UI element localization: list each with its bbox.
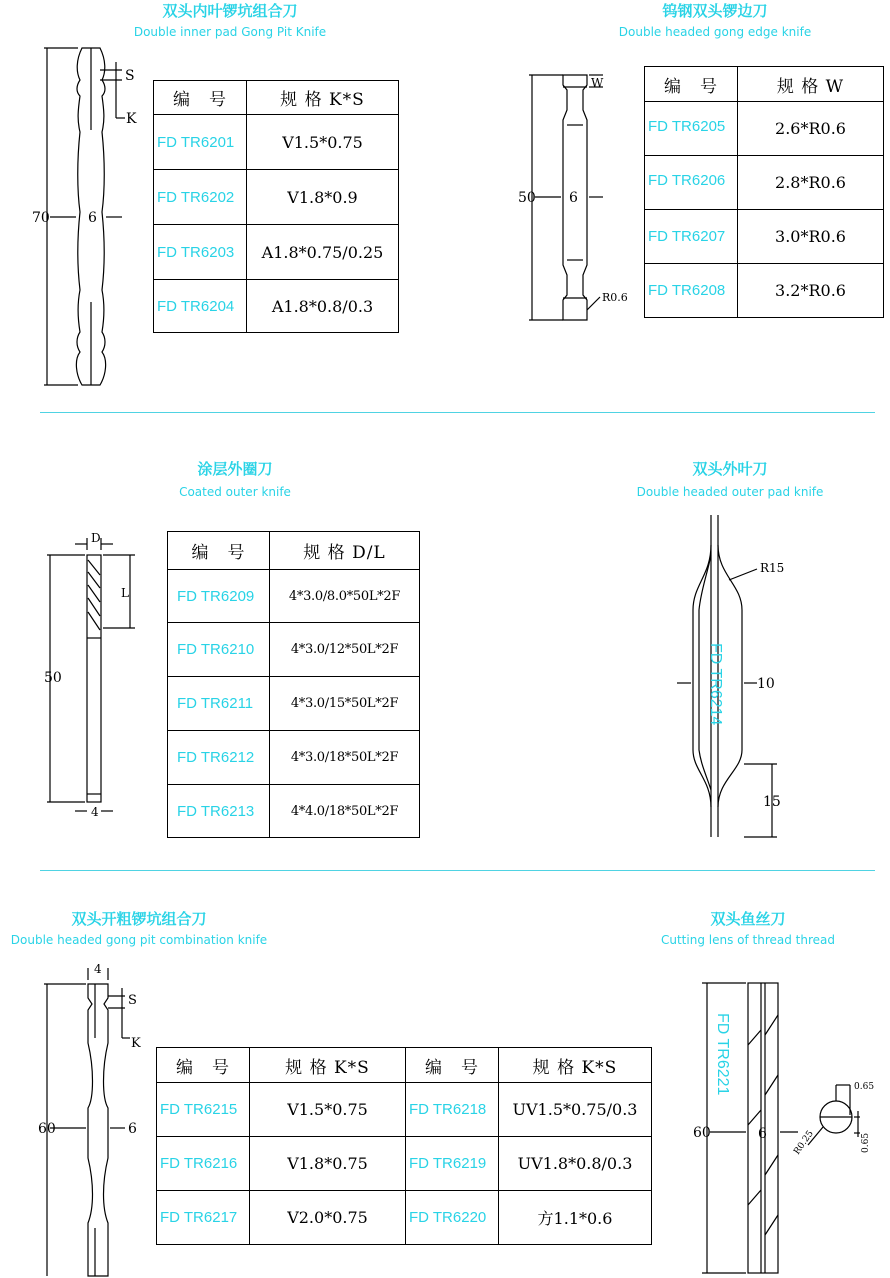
table-cell-code: FD TR6201 [154,115,247,170]
dim-width: 10 [757,676,775,692]
section2-spec-table [644,66,884,318]
dim-s: S [125,68,135,84]
table-cell-code: FD TR6208 [645,264,738,318]
dim-length: 60 [38,1121,56,1137]
table-cell-code: FD TR6207 [645,210,738,264]
column-header-code-2: 编 号 [406,1048,499,1083]
table-cell-code: FD TR6218 [406,1083,499,1137]
table-cell-spec: V1.5*0.75 [247,115,399,170]
dim-diameter: 6 [128,1121,137,1137]
table-cell-code: FD TR6209 [168,570,270,623]
dim-s: S [128,993,137,1008]
table-cell-spec: 方1.1*0.6 [499,1191,652,1245]
table-cell-code: FD TR6220 [406,1191,499,1245]
table-cell-code: FD TR6206 [645,156,738,210]
section1-drawing [30,40,150,390]
table-cell-spec: 3.2*R0.6 [738,264,884,318]
section-divider [40,412,875,413]
section3-title-en: Coated outer knife [179,485,291,499]
section5-spec-table [156,1047,652,1245]
dim-side-offset: 0.65 [861,1132,871,1153]
section1-spec-table [153,80,399,333]
section2-title-cn: 钨钢双头锣边刀 [662,2,768,20]
dim-k: K [126,111,137,127]
section-divider [40,870,875,871]
table-cell-spec: UV1.8*0.8/0.3 [499,1137,652,1191]
dim-diameter: 6 [758,1126,767,1142]
section4-drawing [665,515,805,840]
column-header-spec: 规 格 K*S [250,1048,406,1083]
section5-drawing [30,958,160,1278]
dim-length: 50 [518,190,536,206]
table-cell-spec: V1.5*0.75 [250,1083,406,1137]
section1-title-cn: 双头内叶锣坑组合刀 [162,2,298,20]
table-cell-code: FD TR6216 [157,1137,250,1191]
table-cell-spec: V1.8*0.75 [250,1137,406,1191]
section4-title-cn: 双头外叶刀 [692,460,768,478]
dim-height: 15 [763,794,781,810]
dim-radius: R0.6 [602,291,628,304]
table-cell-spec: 2.6*R0.6 [738,102,884,156]
section6-title-cn: 双头鱼丝刀 [710,910,786,928]
table-cell-spec: 4*4.0/18*50L*2F [270,785,420,838]
table-cell-code: FD TR6205 [645,102,738,156]
dim-k: K [131,1036,141,1051]
column-header-code: 编 号 [168,532,270,570]
table-cell-code: FD TR6202 [154,170,247,225]
table-cell-spec: 3.0*R0.6 [738,210,884,264]
dim-d: D [91,531,101,545]
table-cell-spec: 4*3.0/15*50L*2F [270,677,420,731]
table-cell-code: FD TR6219 [406,1137,499,1191]
table-cell-code: FD TR6217 [157,1191,250,1245]
table-cell-code: FD TR6213 [168,785,270,838]
product-code: FD TR6214 [707,643,724,726]
table-cell-code: FD TR6212 [168,731,270,785]
table-cell-spec: V2.0*0.75 [250,1191,406,1245]
section5-title-en: Double headed gong pit combination knife [10,933,268,947]
table-cell-spec: UV1.5*0.75/0.3 [499,1083,652,1137]
dim-diameter: 4 [91,805,99,819]
dim-top: 4 [94,962,102,976]
table-cell-spec: 2.8*R0.6 [738,156,884,210]
column-header-spec-2: 规 格 K*S [499,1048,652,1083]
dim-diameter: 6 [88,210,97,226]
dim-l: L [121,586,129,600]
table-cell-spec: 4*3.0/8.0*50L*2F [270,570,420,623]
product-code: FD TR6221 [714,1013,731,1096]
dim-radius: R0.25 [792,1129,816,1157]
table-cell-spec: V1.8*0.9 [247,170,399,225]
table-cell-spec: A1.8*0.75/0.25 [247,225,399,280]
dim-length: 70 [32,210,50,226]
column-header-code: 编 号 [645,67,738,102]
table-cell-code: FD TR6215 [157,1083,250,1137]
table-cell-spec: A1.8*0.8/0.3 [247,280,399,333]
section6-title-en: Cutting lens of thread thread [660,933,836,947]
dim-w: W [591,76,604,90]
section1-title-en: Double inner pad Gong Pit Knife [133,25,327,39]
table-cell-code: FD TR6211 [168,677,270,731]
dim-diameter: 6 [569,190,578,206]
section6-drawing [688,975,888,1277]
section3-spec-table [167,531,420,838]
column-header-code: 编 号 [154,81,247,115]
table-cell-code: FD TR6204 [154,280,247,333]
column-header-spec: 规 格 D/L [270,532,420,570]
column-header-code: 编 号 [157,1048,250,1083]
dim-length: 60 [693,1125,711,1141]
dim-radius: R15 [760,561,785,575]
table-cell-spec: 4*3.0/18*50L*2F [270,731,420,785]
section5-title-cn: 双头开粗锣坑组合刀 [71,910,207,928]
dim-top-offset: 0.65 [854,1082,875,1092]
section2-drawing [515,65,645,325]
section3-title-cn: 涂层外圈刀 [197,460,273,478]
section4-title-en: Double headed outer pad knife [636,485,824,499]
dim-length: 50 [44,670,62,686]
column-header-spec: 规 格 W [738,67,884,102]
column-header-spec: 规 格 K*S [247,81,399,115]
section3-drawing [35,530,155,825]
table-cell-code: FD TR6210 [168,623,270,677]
section2-title-en: Double headed gong edge knife [618,25,812,39]
table-cell-code: FD TR6203 [154,225,247,280]
table-cell-spec: 4*3.0/12*50L*2F [270,623,420,677]
